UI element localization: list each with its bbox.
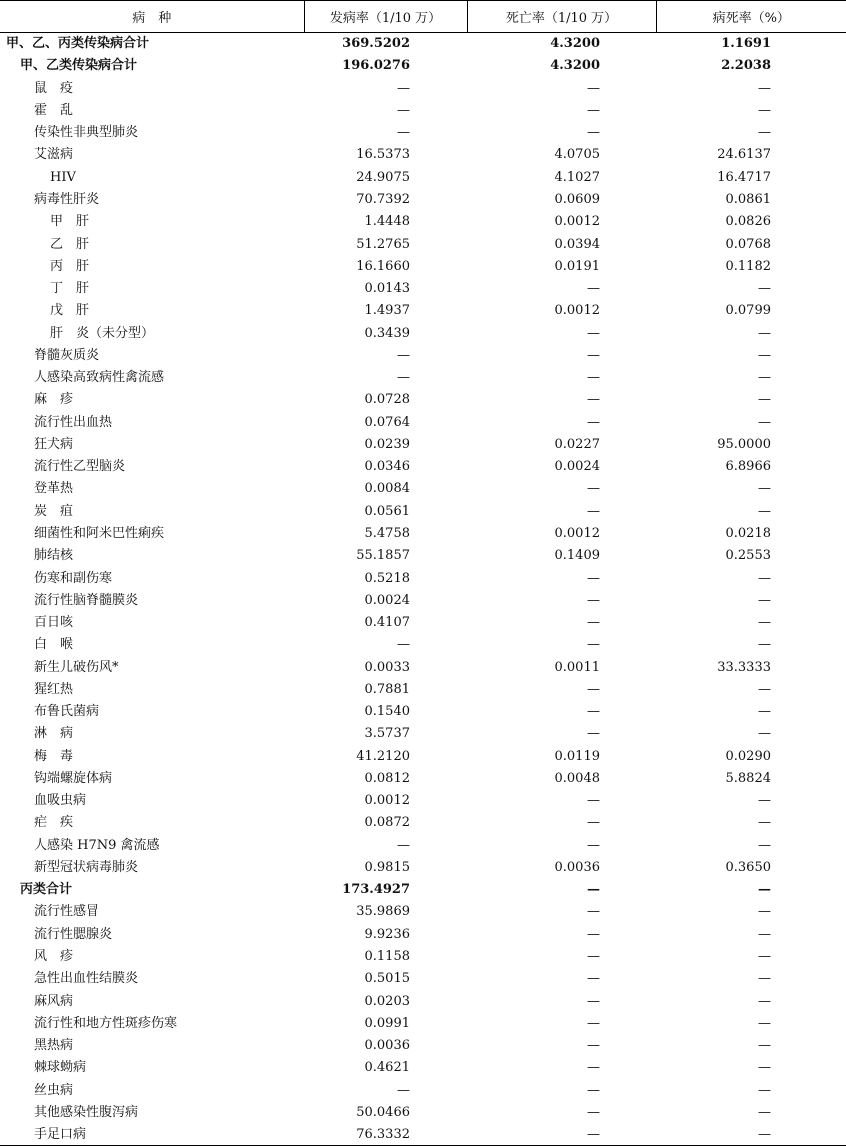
incidence-cell: 70.7392 — [356, 191, 410, 207]
incidence-cell: — — [397, 370, 410, 386]
fatality-cell: 0.2553 — [725, 548, 771, 564]
table-row — [0, 990, 846, 1012]
mortality-cell: 0.0012 — [554, 214, 600, 230]
incidence-cell: 0.4107 — [364, 615, 410, 631]
mortality-cell: 0.0609 — [554, 191, 600, 207]
table-row — [0, 33, 846, 55]
table-row — [0, 522, 846, 544]
mortality-cell: 0.0036 — [554, 859, 600, 875]
mortality-cell: — — [587, 882, 600, 898]
fatality-cell: 0.3650 — [725, 859, 771, 875]
fatality-cell: — — [758, 1060, 771, 1076]
table-row — [0, 968, 846, 990]
fatality-cell: — — [758, 993, 771, 1009]
incidence-cell: 0.7881 — [364, 681, 410, 697]
fatality-cell: 0.1182 — [725, 258, 771, 274]
mortality-cell: 0.0191 — [554, 258, 600, 274]
table-row — [0, 656, 846, 678]
mortality-cell: 4.3200 — [550, 36, 600, 52]
fatality-cell: — — [758, 904, 771, 920]
fatality-cell: — — [758, 102, 771, 118]
disease-name-cell: 传染性非典型肺炎 — [34, 125, 139, 141]
incidence-cell: 16.1660 — [356, 258, 410, 274]
table-row — [0, 433, 846, 455]
fatality-cell: 33.3333 — [717, 659, 771, 675]
table-row — [0, 144, 846, 166]
incidence-cell: 173.4927 — [342, 882, 410, 898]
table-row — [0, 790, 846, 812]
header-fatality: 病死率（%） — [656, 1, 846, 33]
table-row — [0, 456, 846, 478]
mortality-cell: — — [587, 681, 600, 697]
fatality-cell: 95.0000 — [717, 436, 771, 452]
table-row — [0, 55, 846, 77]
fatality-cell: — — [758, 793, 771, 809]
incidence-cell: 76.3332 — [304, 1124, 467, 1146]
table-row — [0, 945, 846, 967]
disease-name-cell: 丙 肝 — [50, 258, 90, 274]
incidence-cell: 0.0203 — [364, 993, 410, 1009]
disease-name-cell: 病毒性肝炎 — [34, 191, 100, 207]
fatality-cell: — — [758, 1104, 771, 1120]
disease-name-cell: 麻风病 — [34, 993, 74, 1009]
header-disease: 病 种 — [0, 1, 304, 33]
fatality-cell: 0.0218 — [725, 525, 771, 541]
incidence-cell: 0.0346 — [364, 459, 410, 475]
table-row — [0, 1012, 846, 1034]
table-row — [0, 1034, 846, 1056]
incidence-cell: 0.0143 — [364, 281, 410, 297]
fatality-cell: 0.0861 — [725, 191, 771, 207]
table-row — [0, 1057, 846, 1079]
disease-name-cell: 乙 肝 — [50, 236, 90, 252]
table-row — [0, 500, 846, 522]
disease-name-cell: 猩红热 — [34, 681, 74, 697]
mortality-cell: 0.1409 — [554, 548, 600, 564]
table-row — [0, 478, 846, 500]
fatality-cell: 0.0290 — [725, 748, 771, 764]
fatality-cell: — — [758, 392, 771, 408]
fatality-cell: — — [758, 949, 771, 965]
disease-name-cell: 百日咳 — [34, 615, 74, 631]
incidence-cell: 0.0033 — [364, 659, 410, 675]
disease-name-cell: 丝虫病 — [34, 1082, 74, 1098]
disease-name-cell: 伤寒和副伤寒 — [34, 570, 113, 586]
fatality-cell: — — [758, 125, 771, 141]
disease-name-cell: 霍 乱 — [34, 102, 74, 118]
disease-name-cell: 布鲁氏菌病 — [34, 704, 100, 720]
incidence-cell: 0.9815 — [364, 859, 410, 875]
mortality-cell: — — [587, 1082, 600, 1098]
header-row — [0, 1, 846, 33]
mortality-cell: — — [587, 1038, 600, 1054]
table-row — [0, 77, 846, 99]
incidence-cell: 0.5015 — [364, 971, 410, 987]
disease-name-cell: 流行性脑脊髓膜炎 — [34, 592, 139, 608]
mortality-cell: — — [587, 347, 600, 363]
incidence-cell: 0.4621 — [364, 1060, 410, 1076]
table-row — [0, 634, 846, 656]
disease-name-cell: 狂犬病 — [34, 436, 74, 452]
disease-name-cell: 细菌性和阿米巴性痢疾 — [34, 525, 165, 541]
incidence-cell: — — [397, 1082, 410, 1098]
mortality-cell: — — [587, 102, 600, 118]
mortality-cell: — — [587, 926, 600, 942]
incidence-cell: 196.0276 — [342, 58, 410, 74]
disease-name-cell: 其他感染性腹泻病 — [34, 1104, 139, 1120]
incidence-cell: 0.0239 — [364, 436, 410, 452]
incidence-cell: 369.5202 — [342, 36, 410, 52]
table-row — [0, 1124, 846, 1146]
incidence-cell: 16.5373 — [356, 147, 410, 163]
disease-name-cell: 炭 疽 — [34, 503, 74, 519]
table-row — [0, 122, 846, 144]
incidence-cell: 1.4448 — [364, 214, 410, 230]
fatality-cell: 0.0768 — [725, 236, 771, 252]
mortality-cell: — — [587, 1060, 600, 1076]
incidence-cell: — — [397, 837, 410, 853]
incidence-cell: 0.5218 — [364, 570, 410, 586]
incidence-cell: 51.2765 — [356, 236, 410, 252]
fatality-cell: — — [758, 281, 771, 297]
table-row — [0, 99, 846, 121]
mortality-cell: — — [587, 726, 600, 742]
disease-name-cell: 肝 炎（未分型） — [50, 325, 155, 341]
disease-name-cell: 白 喉 — [34, 637, 74, 653]
disease-name-cell: 艾滋病 — [34, 147, 74, 163]
mortality-cell: — — [587, 325, 600, 341]
incidence-cell: 0.0764 — [364, 414, 410, 430]
mortality-cell: — — [587, 1104, 600, 1120]
fatality-cell: — — [758, 704, 771, 720]
disease-name-cell: 人感染高致病性禽流感 — [34, 370, 165, 386]
incidence-cell: 5.4758 — [364, 525, 410, 541]
fatality-cell: — — [758, 837, 771, 853]
fatality-cell: — — [656, 1124, 846, 1146]
mortality-cell: 4.1027 — [554, 169, 600, 185]
table-row — [0, 589, 846, 611]
mortality-cell: — — [467, 1124, 656, 1146]
mortality-cell: — — [587, 1015, 600, 1031]
disease-name-cell: 麻 疹 — [34, 392, 74, 408]
fatality-cell: — — [758, 882, 771, 898]
mortality-cell: — — [587, 704, 600, 720]
incidence-cell: — — [397, 637, 410, 653]
disease-name-cell: 脊髓灰质炎 — [34, 347, 100, 363]
table-row — [0, 611, 846, 633]
fatality-cell: 24.6137 — [717, 147, 771, 163]
incidence-cell: 50.0466 — [356, 1104, 410, 1120]
mortality-cell: — — [587, 904, 600, 920]
fatality-cell: — — [758, 414, 771, 430]
mortality-cell: — — [587, 993, 600, 1009]
disease-name-cell: 风 疹 — [34, 949, 74, 965]
disease-name-cell: 新型冠状病毒肺炎 — [34, 859, 139, 875]
incidence-cell: 3.5737 — [364, 726, 410, 742]
disease-name-cell: 流行性腮腺炎 — [34, 926, 113, 942]
table-row — [0, 255, 846, 277]
mortality-cell: 4.3200 — [550, 58, 600, 74]
mortality-cell: 0.0011 — [554, 659, 600, 675]
fatality-cell: — — [758, 681, 771, 697]
table-row — [0, 1079, 846, 1101]
table-row — [0, 767, 846, 789]
mortality-cell: — — [587, 481, 600, 497]
table-row — [0, 901, 846, 923]
fatality-cell: 0.0826 — [725, 214, 771, 230]
fatality-cell: 1.1691 — [721, 36, 771, 52]
fatality-cell: — — [758, 1038, 771, 1054]
fatality-cell: — — [758, 592, 771, 608]
mortality-cell: 0.0048 — [554, 770, 600, 786]
table-row — [0, 1101, 846, 1123]
header-mortality: 死亡率（1/10 万） — [467, 1, 656, 33]
table-row — [0, 745, 846, 767]
fatality-cell: — — [758, 815, 771, 831]
mortality-cell: — — [587, 392, 600, 408]
fatality-cell: 0.0799 — [725, 303, 771, 319]
table-row — [0, 389, 846, 411]
incidence-cell: 0.0991 — [364, 1015, 410, 1031]
mortality-cell: — — [587, 793, 600, 809]
mortality-cell: — — [587, 570, 600, 586]
disease-name-cell: 戊 肝 — [50, 303, 90, 319]
disease-name-cell: 疟 疾 — [34, 815, 74, 831]
fatality-cell: — — [758, 347, 771, 363]
table-row — [0, 700, 846, 722]
disease-name-cell: 流行性乙型脑炎 — [34, 459, 126, 475]
incidence-cell: 0.3439 — [364, 325, 410, 341]
table-header — [0, 1, 846, 33]
mortality-cell: — — [587, 949, 600, 965]
incidence-cell: — — [397, 347, 410, 363]
disease-name-cell: 流行性感冒 — [34, 904, 100, 920]
fatality-cell: 5.8824 — [725, 770, 771, 786]
fatality-cell: — — [758, 481, 771, 497]
disease-name-cell: 人感染 H7N9 禽流感 — [34, 837, 160, 853]
disease-name-cell: 鼠 疫 — [34, 80, 74, 96]
table-row — [0, 300, 846, 322]
disease-name-cell: 梅 毒 — [34, 748, 74, 764]
table-row — [0, 233, 846, 255]
disease-name-cell: HIV — [50, 169, 76, 185]
disease-name-cell: 甲、乙、丙类传染病合计 — [6, 36, 150, 52]
incidence-cell: — — [397, 125, 410, 141]
fatality-cell: — — [758, 615, 771, 631]
incidence-cell: 0.0812 — [364, 770, 410, 786]
incidence-cell: 0.1158 — [364, 949, 410, 965]
disease-name-cell: 新生儿破伤风* — [34, 659, 119, 675]
fatality-cell: 2.2038 — [721, 58, 771, 74]
incidence-cell: 0.0728 — [364, 392, 410, 408]
disease-name-cell: 流行性出血热 — [34, 414, 113, 430]
mortality-cell: — — [587, 615, 600, 631]
disease-name-cell: 丙类合计 — [20, 882, 73, 898]
table-row — [0, 567, 846, 589]
mortality-cell: — — [587, 637, 600, 653]
fatality-cell: — — [758, 503, 771, 519]
disease-name-cell: 流行性和地方性斑疹伤寒 — [34, 1015, 178, 1031]
mortality-cell: 0.0227 — [554, 436, 600, 452]
incidence-cell: 35.9869 — [356, 904, 410, 920]
disease-name-cell: 棘球蚴病 — [34, 1060, 87, 1076]
disease-name-cell: 甲、乙类传染病合计 — [20, 58, 138, 74]
incidence-cell: — — [397, 102, 410, 118]
disease-name-cell: 手足口病 — [0, 1124, 304, 1146]
disease-name-cell: 黑热病 — [34, 1038, 74, 1054]
mortality-cell: — — [587, 503, 600, 519]
incidence-cell: 0.0036 — [364, 1038, 410, 1054]
mortality-cell: 0.0119 — [554, 748, 600, 764]
fatality-cell: — — [758, 370, 771, 386]
table-row — [0, 277, 846, 299]
table-row — [0, 678, 846, 700]
incidence-cell: 0.0872 — [364, 815, 410, 831]
table-row — [0, 166, 846, 188]
mortality-cell: 0.0012 — [554, 525, 600, 541]
table-body — [0, 33, 846, 1146]
table-row — [0, 188, 846, 210]
fatality-cell: — — [758, 325, 771, 341]
table-row — [0, 834, 846, 856]
incidence-cell: 55.1857 — [356, 548, 410, 564]
mortality-cell: — — [587, 837, 600, 853]
disease-name-cell: 肺结核 — [34, 548, 74, 564]
disease-name-cell: 淋 病 — [34, 726, 74, 742]
incidence-cell: — — [397, 80, 410, 96]
incidence-cell: 1.4937 — [364, 303, 410, 319]
disease-name-cell: 丁 肝 — [50, 281, 90, 297]
disease-name-cell: 登革热 — [34, 481, 74, 497]
disease-name-cell: 甲 肝 — [50, 214, 90, 230]
incidence-cell: 0.1540 — [364, 704, 410, 720]
fatality-cell: — — [758, 926, 771, 942]
disease-name-cell: 急性出血性结膜炎 — [34, 971, 139, 987]
header-incidence: 发病率（1/10 万） — [304, 1, 467, 33]
incidence-cell: 0.0024 — [364, 592, 410, 608]
table-row — [0, 411, 846, 433]
incidence-cell: 24.9075 — [356, 169, 410, 185]
fatality-cell: — — [758, 637, 771, 653]
mortality-cell: — — [587, 281, 600, 297]
table-row — [0, 322, 846, 344]
fatality-cell: — — [758, 80, 771, 96]
table-row — [0, 211, 846, 233]
table-row — [0, 856, 846, 878]
mortality-cell: 0.0024 — [554, 459, 600, 475]
table-row — [0, 344, 846, 366]
fatality-cell: — — [758, 1015, 771, 1031]
table-row — [0, 879, 846, 901]
fatality-cell: — — [758, 1082, 771, 1098]
mortality-cell: — — [587, 592, 600, 608]
fatality-cell: 16.4717 — [717, 169, 771, 185]
fatality-cell: — — [758, 726, 771, 742]
table-row — [0, 723, 846, 745]
mortality-cell: 4.0705 — [554, 147, 600, 163]
table-row — [0, 812, 846, 834]
mortality-cell: — — [587, 414, 600, 430]
disease-name-cell: 钩端螺旋体病 — [34, 770, 113, 786]
mortality-cell: — — [587, 125, 600, 141]
incidence-cell: 41.2120 — [356, 748, 410, 764]
incidence-cell: 0.0012 — [364, 793, 410, 809]
mortality-cell: 0.0012 — [554, 303, 600, 319]
fatality-cell: 6.8966 — [725, 459, 771, 475]
table-row — [0, 545, 846, 567]
fatality-cell: — — [758, 971, 771, 987]
mortality-cell: — — [587, 971, 600, 987]
table-row — [0, 366, 846, 388]
mortality-cell: — — [587, 815, 600, 831]
incidence-cell: 0.0084 — [364, 481, 410, 497]
disease-name-cell: 血吸虫病 — [34, 793, 87, 809]
table-row — [0, 923, 846, 945]
mortality-cell: — — [587, 370, 600, 386]
fatality-cell: — — [758, 570, 771, 586]
incidence-cell: 0.0561 — [364, 503, 410, 519]
incidence-cell: 9.9236 — [364, 926, 410, 942]
mortality-cell: — — [587, 80, 600, 96]
mortality-cell: 0.0394 — [554, 236, 600, 252]
